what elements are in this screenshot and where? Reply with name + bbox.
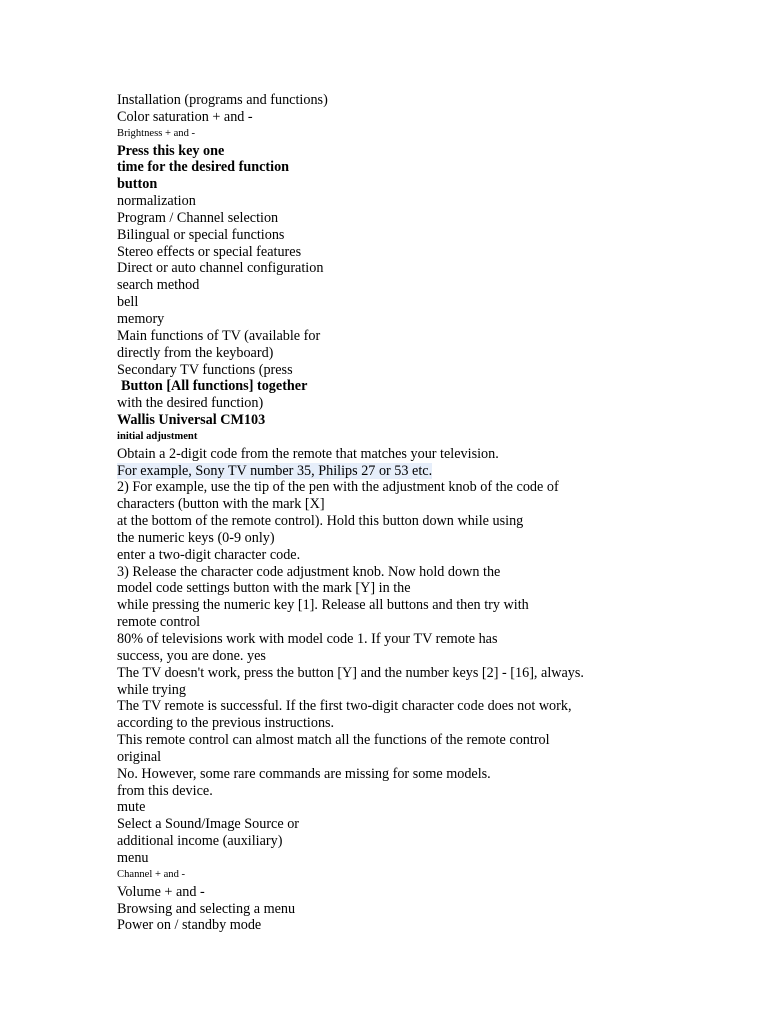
line-text: while trying bbox=[117, 681, 186, 698]
text-line bbox=[117, 92, 737, 109]
line-text: Browsing and selecting a menu bbox=[117, 900, 296, 917]
line-text: mute bbox=[117, 799, 146, 816]
line-text: enter a two-digit character code. bbox=[117, 546, 301, 563]
line-text: Press this key one bbox=[117, 142, 225, 159]
line-text: button bbox=[117, 176, 158, 193]
line-text: Channel + and - bbox=[117, 868, 186, 880]
line-text: Wallis Universal CM103 bbox=[117, 412, 266, 429]
text-line bbox=[117, 766, 737, 783]
text-line bbox=[117, 176, 737, 193]
text-line bbox=[117, 867, 737, 884]
text-line bbox=[117, 783, 737, 800]
line-text: The TV remote is successful. If the first two-digit character code does not work, bbox=[117, 698, 572, 715]
text-line bbox=[117, 901, 737, 918]
line-text: Installation (programs and functions) bbox=[117, 92, 328, 108]
line-text: menu bbox=[117, 849, 149, 866]
line-text: original bbox=[117, 748, 162, 765]
text-line bbox=[117, 345, 737, 362]
line-text: 80% of televisions work with model code 1. If your TV remote has bbox=[117, 631, 498, 647]
line-text: Brightness + and - bbox=[117, 127, 196, 139]
text-line bbox=[117, 227, 737, 244]
text-line bbox=[117, 816, 737, 833]
document-text-block bbox=[117, 92, 737, 934]
text-line bbox=[117, 378, 737, 395]
text-line bbox=[117, 159, 737, 176]
text-line bbox=[117, 698, 737, 715]
line-text: while pressing the numeric key [1]. Release all buttons and then try with bbox=[117, 597, 529, 614]
line-text: Obtain a 2-digit code from the remote that matches your television. bbox=[117, 445, 499, 462]
line-text: 3) Release the character code adjustment knob. Now hold down the bbox=[117, 563, 501, 580]
text-line bbox=[117, 850, 737, 867]
text-line bbox=[117, 294, 737, 311]
line-text: Secondary TV functions (press bbox=[117, 361, 293, 378]
line-text: initial adjustment bbox=[117, 430, 198, 442]
text-line bbox=[117, 917, 737, 934]
line-text: Color saturation + and - bbox=[117, 108, 253, 125]
line-text: Select a Sound/Image Source or bbox=[117, 816, 300, 833]
line-text: memory bbox=[117, 310, 165, 327]
text-line bbox=[117, 496, 737, 513]
line-text: remote control bbox=[117, 614, 201, 631]
line-text: according to the previous instructions. bbox=[117, 715, 335, 732]
line-text: normalization bbox=[117, 193, 196, 210]
line-text: bell bbox=[117, 294, 139, 311]
line-text: Bilingual or special functions bbox=[117, 226, 285, 243]
line-text: directly from the keyboard) bbox=[117, 344, 274, 361]
text-line bbox=[117, 143, 737, 160]
line-text: search method bbox=[117, 277, 200, 294]
line-text: 2) For example, use the tip of the pen with the adjustment knob of the code of bbox=[117, 479, 559, 496]
line-text: the numeric keys (0-9 only) bbox=[117, 529, 275, 546]
text-line bbox=[117, 597, 737, 614]
text-line bbox=[117, 126, 737, 143]
line-text: characters (button with the mark [X] bbox=[117, 496, 325, 513]
line-text: success, you are done. yes bbox=[117, 647, 266, 664]
line-text: Power on / standby mode bbox=[117, 917, 262, 934]
line-text: from this device. bbox=[117, 782, 213, 799]
line-text: The TV doesn't work, press the button [Y] and the number keys [2] - [16], always. bbox=[117, 664, 584, 681]
text-line bbox=[117, 614, 737, 631]
text-line bbox=[117, 749, 737, 766]
text-line bbox=[117, 648, 737, 665]
text-line bbox=[117, 479, 737, 496]
line-text: This remote control can almost match all the functions of the remote control bbox=[117, 732, 550, 749]
text-line bbox=[117, 833, 737, 850]
line-text: Volume + and - bbox=[117, 883, 205, 900]
text-line bbox=[117, 109, 737, 126]
text-line bbox=[117, 395, 737, 412]
text-line bbox=[117, 631, 737, 648]
text-line bbox=[117, 429, 737, 446]
text-line bbox=[117, 799, 737, 816]
line-text: No. However, some rare commands are missing for some models. bbox=[117, 765, 491, 782]
line-text: model code settings button with the mark [Y] in the bbox=[117, 580, 411, 597]
line-text: Program / Channel selection bbox=[117, 209, 279, 226]
line-text: additional income (auxiliary) bbox=[117, 833, 283, 850]
highlighted-text: For example, Sony TV number 35, Philips 27 or 53 etc. bbox=[117, 462, 433, 479]
text-line bbox=[117, 732, 737, 749]
line-text: with the desired function) bbox=[117, 395, 264, 412]
line-text: Main functions of TV (available for bbox=[117, 327, 321, 344]
text-line bbox=[117, 513, 737, 530]
text-line bbox=[117, 244, 737, 261]
text-line bbox=[117, 580, 737, 597]
line-text: time for the desired function bbox=[117, 159, 290, 176]
text-line bbox=[117, 547, 737, 564]
text-line bbox=[117, 362, 737, 379]
text-line bbox=[117, 884, 737, 901]
text-line bbox=[117, 446, 737, 463]
text-line bbox=[117, 564, 737, 581]
text-line bbox=[117, 412, 737, 429]
text-line bbox=[117, 463, 737, 480]
line-text: Button [All functions] together bbox=[121, 378, 308, 395]
text-line bbox=[117, 665, 737, 682]
text-line bbox=[117, 277, 737, 294]
text-line bbox=[117, 530, 737, 547]
text-line bbox=[117, 193, 737, 210]
text-line bbox=[117, 260, 737, 277]
text-line bbox=[117, 311, 737, 328]
text-line bbox=[117, 328, 737, 345]
line-text: Stereo effects or special features bbox=[117, 243, 302, 260]
line-text: Direct or auto channel configuration bbox=[117, 260, 324, 277]
text-line bbox=[117, 210, 737, 227]
text-line bbox=[117, 682, 737, 699]
line-text: at the bottom of the remote control). Hold this button down while using bbox=[117, 513, 524, 530]
text-line bbox=[117, 715, 737, 732]
